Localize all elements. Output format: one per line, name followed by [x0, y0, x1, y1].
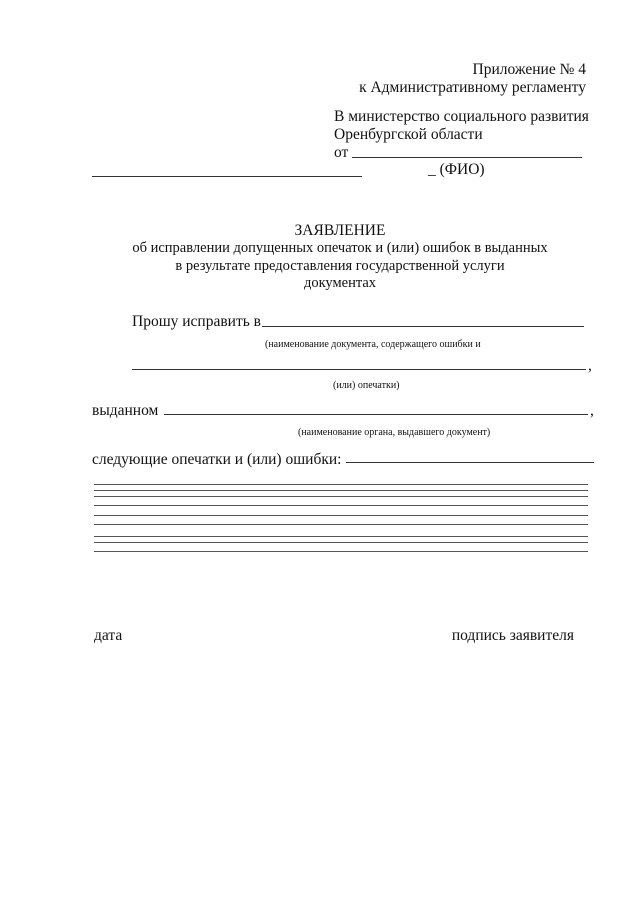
- title-line-3: документах: [303, 275, 377, 291]
- errors-line-2a: [94, 496, 588, 497]
- errors-line-1a: [94, 484, 588, 485]
- issuer-field-line: [164, 414, 588, 415]
- errors-line-2b: [94, 505, 588, 506]
- errors-line-3b: [94, 524, 588, 525]
- issued-label: выданном: [92, 402, 159, 419]
- fio-field-line: [92, 176, 362, 177]
- addressee-region: Оренбургской области: [334, 126, 483, 143]
- document-name-caption-2: (или) опечатки): [333, 380, 400, 391]
- date-label: дата: [94, 627, 123, 644]
- request-label: Прошу исправить в: [132, 313, 262, 330]
- errors-field-line-0: [346, 462, 594, 463]
- errors-line-4b: [94, 542, 588, 543]
- errors-line-4a: [94, 536, 588, 537]
- errors-line-3a: [94, 515, 588, 516]
- appendix-title: Приложение № 4: [472, 61, 586, 78]
- title-line-2: в результате предоставления государственной услуги: [175, 258, 505, 274]
- comma-2: ,: [590, 402, 594, 419]
- document-name-line-2: [132, 369, 586, 370]
- document-name-line-1: [262, 326, 584, 327]
- errors-label: следующие опечатки и (или) ошибки:: [92, 451, 342, 468]
- comma-1: ,: [588, 357, 592, 374]
- title-line-1: об исправлении допущенных опечаток и (или) ошибок в выданных: [132, 240, 548, 256]
- issuer-caption: (наименование органа, выдавшего документ): [298, 427, 491, 438]
- from-field-line: [352, 157, 582, 158]
- from-label: от: [334, 144, 349, 161]
- document-name-caption: (наименование документа, содержащего ошибки и: [265, 339, 481, 350]
- signature-label: подпись заявителя: [451, 627, 574, 644]
- fio-caption: _ (ФИО): [428, 161, 485, 178]
- addressee-ministry: В министерство социального развития: [334, 108, 589, 125]
- document-title: ЗАЯВЛЕНИЕ: [294, 222, 386, 239]
- appendix-subtitle: к Административному регламенту: [359, 79, 586, 96]
- errors-line-5: [94, 551, 588, 552]
- errors-line-1b: [94, 490, 588, 491]
